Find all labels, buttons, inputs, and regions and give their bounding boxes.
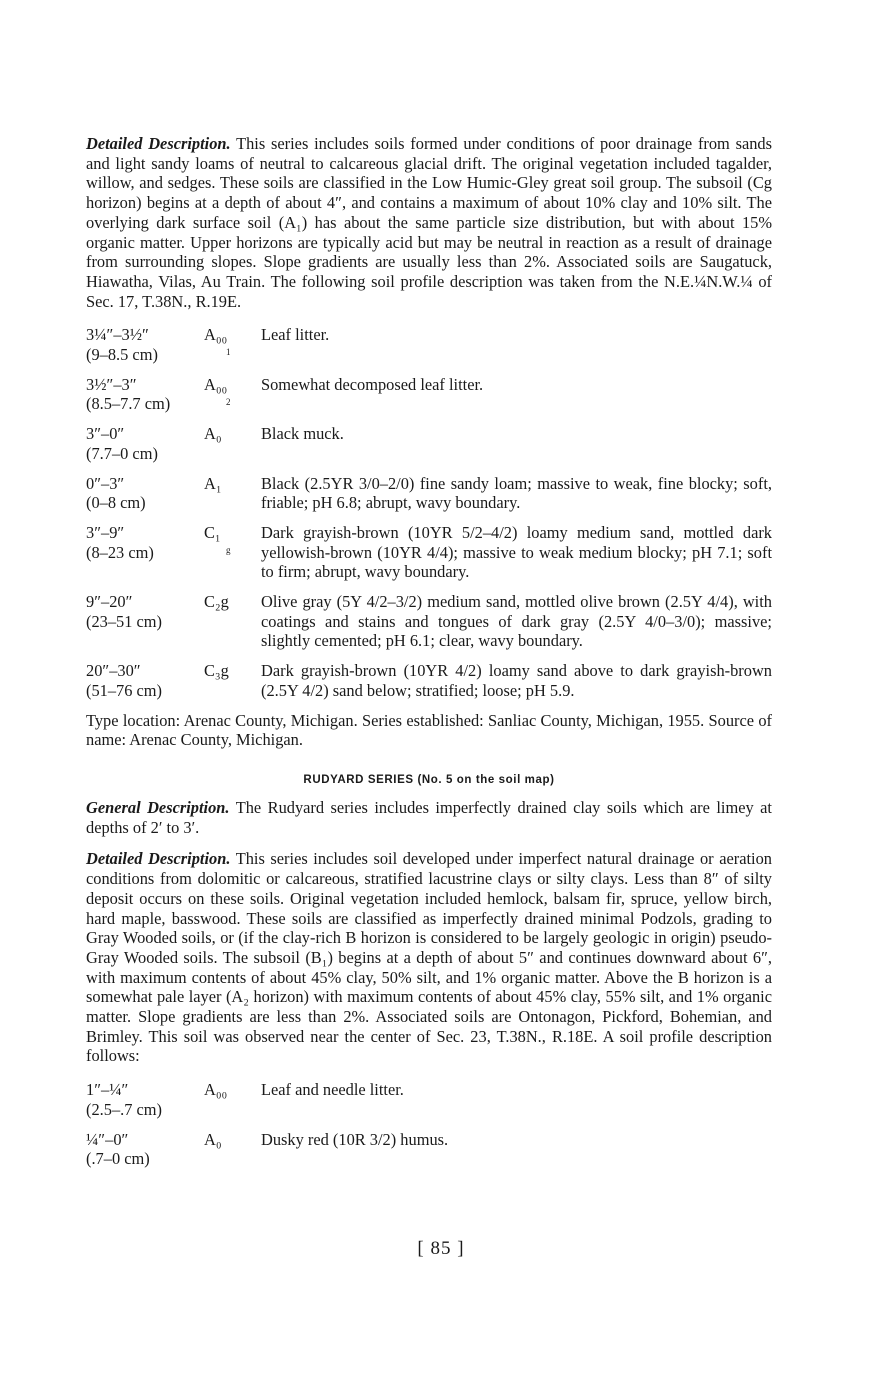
depth-inches: 3¼″–3½″ bbox=[86, 325, 149, 345]
horizon-description: Leaf and needle litter. bbox=[261, 1080, 404, 1100]
horizon-description: Dusky red (10R 3/2) humus. bbox=[261, 1129, 449, 1149]
horizon-subscript: g bbox=[226, 544, 231, 555]
horizon-symbol: C₂g bbox=[204, 592, 229, 612]
horizon-label bbox=[204, 375, 261, 414]
profile-row bbox=[86, 1080, 772, 1119]
series-heading: RUDYARD SERIES (No. 5 on the soil map) bbox=[303, 773, 555, 786]
horizon-label: A₀ bbox=[204, 1129, 222, 1149]
horizon-symbol: A₀₀ bbox=[204, 325, 228, 345]
profile-depth bbox=[86, 375, 204, 414]
profile-row bbox=[86, 523, 772, 582]
profile-depth bbox=[86, 661, 204, 700]
horizon-description: Dark grayish-brown (10YR 5/2–4/2) loamy medium sand, mottled dark yellowish-brown (10YR 4/4); massive to weak medium blocky; pH 7.1; soft to firm; abrupt, wavy boundary. bbox=[261, 522, 772, 582]
depth-metric: (0–8 cm) bbox=[86, 493, 146, 513]
depth-inches: 1″–¼″ bbox=[86, 1080, 129, 1100]
soil-profile-table-2 bbox=[86, 1080, 772, 1169]
horizon-label bbox=[204, 523, 261, 582]
depth-inches: 3″–9″ bbox=[86, 522, 125, 542]
horizon-symbol: A₁ bbox=[204, 473, 222, 493]
general-description-text: The Rudyard series includes imperfectly drained clay soils which are limey at depths of 2′ to 3′. bbox=[86, 797, 772, 837]
profile-depth bbox=[86, 523, 204, 582]
horizon-subscript: 2 bbox=[226, 396, 231, 407]
page-number: [ 85 ] bbox=[417, 1238, 465, 1259]
page-body bbox=[86, 134, 772, 1179]
horizon-symbol: C₃g bbox=[204, 661, 229, 681]
horizon-symbol: A₀ bbox=[204, 424, 222, 444]
profile-row bbox=[86, 325, 772, 364]
depth-metric: (51–76 cm) bbox=[86, 680, 163, 700]
horizon-subscript: 1 bbox=[226, 347, 231, 358]
depth-metric: (7.7–0 cm) bbox=[86, 443, 158, 463]
horizon-label: A₀₀ bbox=[204, 1080, 228, 1100]
depth-metric: (9–8.5 cm) bbox=[86, 345, 158, 365]
profile-row bbox=[86, 474, 772, 513]
profile-depth bbox=[86, 592, 204, 651]
horizon-description: Leaf litter. bbox=[261, 325, 330, 345]
horizon-label bbox=[204, 661, 261, 700]
depth-inches: 3″–0″ bbox=[86, 424, 125, 444]
general-description-lead: General Description. bbox=[86, 797, 230, 817]
profile-row bbox=[86, 424, 772, 463]
detailed-description-text: This series includes soils formed under conditions of poor drainage from sands and light sandy loams of neutral to calcareous glacial drift. The original vegetation included tagalder, willow, and sedges. These soils are classified in the Low Humic-Gley great soil group. The subsoil (Cg horizon) begins at a depth of about 4″, and contains a maximum of about 10% clay and 10% silt. The overlying dark surface soil (A₁) has about the same particle size distribution, but with about 15% organic matter. Upper horizons are typically acid but may be neutral in reaction as a result of drainage from surrounding slopes. Slope gradients are usually less than 2%. Associated soils are Saugatuck, Hiawatha, Vilas, Au Train. The following soil profile description was taken from the N.E.¼N.W.¼ of Sec. 17, T.38N., R.19E. bbox=[86, 134, 772, 311]
depth-inches: 20″–30″ bbox=[86, 661, 141, 681]
horizon-description: Olive gray (5Y 4/2–3/2) medium sand, mottled olive brown (2.5Y 4/4), with coatings and stains and tongues of dark gray (2.5Y 4/0–3/0); massive; slightly cemented; pH 6.1; clear, wavy boundary. bbox=[261, 592, 772, 651]
rudyard-detailed-description-text: This series includes soil developed under imperfect natural drainage or aeration conditions from dolomitic or calcareous, stratified lacustrine clays or silty clays. Less than 8″ of silty deposit occurs on these soils. Original vegetation included hemlock, balsam fir, spruce, yellow birch, hard maple, basswood. These soils are classified as imperfectly drained minimal Podzols, grading to Gray Wooded soils, or (if the clay-rich B horizon is considered to be largely geologic in origin) pseudo-Gray Wooded soils. The subsoil (B₁) begins at a depth of about 5″ and continues downward about 6″, with maximum contents of about 45% clay, 50% silt, and 1% organic matter. Above the B horizon is a somewhat pale layer (A₂ horizon) with maximum contents of about 45% clay, 55% silt, and 1% organic matter. Slope gradients are less than 2%. Associated soils are Ontonagon, Pickford, Bohemian, and Brimley. This soil was observed near the center of Sec. 23, T.38N., R.18E. A soil profile description follows: bbox=[86, 849, 772, 1066]
horizon-label bbox=[204, 424, 261, 463]
detailed-description-paragraph bbox=[86, 134, 772, 311]
horizon-description: Black muck. bbox=[261, 424, 344, 444]
profile-row bbox=[86, 661, 772, 700]
horizon-description: Dark grayish-brown (10YR 4/2) loamy sand above to dark grayish-brown (2.5Y 4/2) sand below; stratified; loose; pH 5.9. bbox=[261, 661, 772, 700]
profile-depth bbox=[86, 474, 204, 513]
profile-depth bbox=[86, 325, 204, 364]
depth-inches: ¼″–0″ bbox=[86, 1129, 129, 1149]
depth-inches: 9″–20″ bbox=[86, 592, 133, 612]
horizon-symbol: A₀₀ bbox=[204, 374, 228, 394]
depth-inches: 0″–3″ bbox=[86, 473, 125, 493]
depth-inches: 3½″–3″ bbox=[86, 374, 137, 394]
rudyard-detailed-description-paragraph bbox=[86, 849, 772, 1066]
horizon-symbol: C₁ bbox=[204, 522, 221, 542]
horizon-label bbox=[204, 474, 261, 513]
profile-row bbox=[86, 1130, 772, 1169]
horizon-description: Somewhat decomposed leaf litter. bbox=[261, 374, 484, 394]
soil-profile-table-1 bbox=[86, 325, 772, 700]
depth-metric: (8–23 cm) bbox=[86, 542, 154, 562]
horizon-label bbox=[204, 592, 261, 651]
profile-row bbox=[86, 592, 772, 651]
depth-metric: (2.5–.7 cm) bbox=[86, 1099, 163, 1119]
general-description-paragraph bbox=[86, 798, 772, 837]
horizon-label bbox=[204, 325, 261, 364]
detailed-description-lead: Detailed Description. bbox=[86, 134, 231, 153]
profile-row bbox=[86, 375, 772, 414]
profile-depth bbox=[86, 1080, 204, 1119]
type-location-paragraph: Type location: Arenac County, Michigan. Series established: Sanliac County, Michigan, 1955. Source of name: Arenac County, Michigan. bbox=[86, 710, 772, 750]
depth-metric: (23–51 cm) bbox=[86, 611, 163, 631]
profile-depth bbox=[86, 1130, 204, 1169]
depth-metric: (8.5–7.7 cm) bbox=[86, 394, 171, 414]
horizon-description: Black (2.5YR 3/0–2/0) fine sandy loam; massive to weak, fine blocky; soft, friable; pH 6.8; abrupt, wavy boundary. bbox=[261, 473, 772, 513]
profile-depth bbox=[86, 424, 204, 463]
depth-metric: (.7–0 cm) bbox=[86, 1149, 150, 1169]
rudyard-detailed-description-lead: Detailed Description. bbox=[86, 849, 231, 869]
